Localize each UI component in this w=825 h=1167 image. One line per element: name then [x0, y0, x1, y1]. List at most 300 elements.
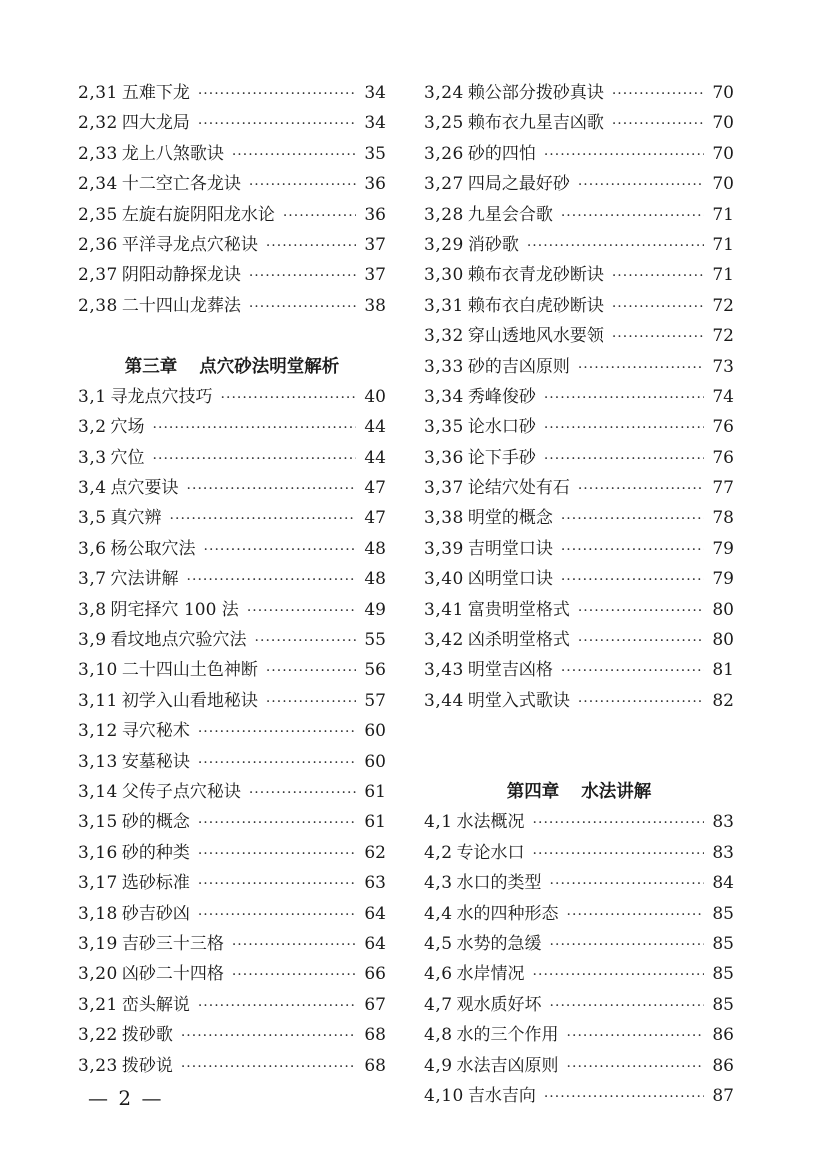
- toc-entry[interactable]: [424, 655, 734, 685]
- entry-title: 二十四山龙葬法: [121, 295, 241, 316]
- dot-leader: [544, 1082, 704, 1112]
- dot-leader: [567, 1052, 704, 1082]
- entry-page-number: 70: [712, 113, 734, 134]
- entry-number: 3,9: [78, 630, 107, 651]
- entry-number: 4,3: [424, 873, 453, 894]
- dot-leader: [578, 596, 704, 626]
- entry-page-number: 60: [364, 721, 386, 742]
- dot-leader: [550, 930, 704, 960]
- entry-number: 3,17: [78, 873, 118, 894]
- entry-number: 4,7: [424, 994, 453, 1015]
- entry-page-number: 40: [364, 386, 386, 407]
- entry-page-number: 77: [712, 478, 734, 499]
- entry-page-number: 36: [364, 174, 386, 195]
- entry-page-number: 79: [712, 569, 734, 590]
- dot-leader: [198, 748, 356, 778]
- entry-title: 凶杀明堂格式: [467, 630, 570, 651]
- entry-title: 穴法讲解: [110, 569, 179, 590]
- entry-number: 3,37: [424, 478, 464, 499]
- toc-entry[interactable]: [78, 807, 386, 837]
- entry-title: 初学入山看地秘诀: [121, 690, 258, 711]
- toc-entry[interactable]: [78, 108, 386, 138]
- toc-group-chapter3: [78, 382, 386, 1081]
- entry-number: 2,33: [78, 143, 118, 164]
- entry-page-number: 57: [364, 690, 386, 711]
- entry-number: 3,30: [424, 265, 464, 286]
- entry-page-number: 86: [712, 1025, 734, 1046]
- dot-leader: [544, 383, 704, 413]
- entry-title: 安墓秘诀: [121, 751, 190, 772]
- entry-number: 3,36: [424, 447, 464, 468]
- entry-title: 水的四种形态: [456, 903, 559, 924]
- entry-number: 2,35: [78, 204, 118, 225]
- entry-page-number: 71: [712, 265, 734, 286]
- toc-entry[interactable]: [424, 686, 734, 716]
- entry-number: 2,32: [78, 113, 118, 134]
- dot-leader: [561, 504, 704, 534]
- entry-title: 平洋寻龙点穴秘诀: [121, 234, 258, 255]
- toc-entry[interactable]: [78, 443, 386, 473]
- toc-entry[interactable]: [424, 959, 734, 989]
- toc-entry[interactable]: [78, 899, 386, 929]
- dot-leader: [198, 109, 356, 139]
- entry-title: 寻穴秘术: [121, 721, 190, 742]
- toc-entry[interactable]: [424, 1051, 734, 1081]
- dot-leader: [533, 808, 704, 838]
- entry-page-number: 61: [364, 781, 386, 802]
- dot-leader: [232, 930, 356, 960]
- entry-page-number: 72: [712, 295, 734, 316]
- entry-title: 砂的吉凶原则: [467, 356, 570, 377]
- toc-entry[interactable]: [424, 412, 734, 442]
- entry-page-number: 44: [364, 447, 386, 468]
- dot-leader: [544, 413, 704, 443]
- toc-entry[interactable]: [78, 1020, 386, 1050]
- entry-title: 赖公部分拨砂真诀: [467, 83, 604, 103]
- entry-number: 3,43: [424, 660, 464, 681]
- toc-entry[interactable]: [424, 534, 734, 564]
- toc-entry[interactable]: [78, 230, 386, 260]
- entry-title: 看坟地点穴验穴法: [110, 630, 247, 651]
- entry-page-number: 85: [712, 903, 734, 924]
- toc-entry[interactable]: [424, 443, 734, 473]
- entry-page-number: 79: [712, 538, 734, 559]
- entry-number: 3,2: [78, 417, 107, 438]
- chapter-title: 水法讲解: [581, 781, 652, 802]
- dot-leader: [612, 261, 704, 291]
- entry-number: 3,34: [424, 386, 464, 407]
- entry-page-number: 70: [712, 174, 734, 195]
- dot-leader: [221, 383, 356, 413]
- dot-leader: [198, 900, 356, 930]
- entry-title: 论水口砂: [467, 417, 536, 438]
- entry-number: 3,11: [78, 690, 118, 711]
- entry-title: 阴阳动静探龙诀: [121, 265, 241, 286]
- entry-page-number: 78: [712, 508, 734, 529]
- entry-number: 3,38: [424, 508, 464, 529]
- entry-title: 穴位: [110, 447, 145, 468]
- dot-leader: [204, 535, 356, 565]
- dot-leader: [187, 565, 356, 595]
- chapter-heading-4[interactable]: [424, 777, 734, 807]
- entry-number: 3,14: [78, 781, 118, 802]
- page-number: — 2 —: [88, 1086, 164, 1110]
- entry-number: 3,12: [78, 721, 118, 742]
- toc-entry[interactable]: [78, 1051, 386, 1081]
- toc-entry[interactable]: [78, 169, 386, 199]
- entry-page-number: 47: [364, 508, 386, 529]
- entry-title: 真穴辨: [110, 508, 162, 529]
- toc-entry[interactable]: [424, 382, 734, 412]
- entry-page-number: 85: [712, 964, 734, 985]
- dot-leader: [533, 960, 704, 990]
- entry-page-number: 37: [364, 234, 386, 255]
- entry-title: 明堂吉凶格: [467, 660, 553, 681]
- dot-leader: [578, 170, 704, 200]
- dot-leader: [561, 201, 704, 231]
- dot-leader: [527, 231, 704, 261]
- toc-entry[interactable]: [424, 473, 734, 503]
- entry-page-number: 85: [712, 994, 734, 1015]
- entry-title: 穿山透地风水要领: [467, 326, 604, 347]
- entry-page-number: 56: [364, 660, 386, 681]
- dot-leader: [578, 474, 704, 504]
- entry-number: 3,8: [78, 599, 107, 620]
- entry-number: 3,1: [78, 386, 107, 407]
- entry-page-number: 76: [712, 447, 734, 468]
- entry-number: 3,3: [78, 447, 107, 468]
- dot-leader: [198, 79, 356, 109]
- toc-entry[interactable]: [78, 868, 386, 898]
- entry-title: 峦头解说: [121, 994, 190, 1015]
- entry-number: 3,23: [78, 1055, 118, 1076]
- dot-leader: [232, 960, 356, 990]
- entry-number: 3,24: [424, 83, 464, 103]
- entry-number: 3,31: [424, 295, 464, 316]
- dot-leader: [249, 261, 356, 291]
- toc-entry[interactable]: [78, 929, 386, 959]
- dot-leader: [249, 292, 356, 322]
- entry-page-number: 64: [364, 903, 386, 924]
- chapter-title: 点穴砂法明堂解析: [199, 356, 340, 377]
- entry-page-number: 71: [712, 204, 734, 225]
- entry-number: 3,32: [424, 326, 464, 347]
- entry-title: 点穴要诀: [110, 478, 179, 499]
- dot-leader: [561, 656, 704, 686]
- entry-title: 寻龙点穴技巧: [110, 386, 213, 407]
- entry-page-number: 34: [364, 83, 386, 103]
- toc-entry[interactable]: [78, 838, 386, 868]
- entry-number: 4,2: [424, 842, 453, 863]
- toc-entry[interactable]: [424, 139, 734, 169]
- entry-number: 4,8: [424, 1025, 453, 1046]
- entry-number: 3,33: [424, 356, 464, 377]
- entry-title: 明堂入式歌诀: [467, 690, 570, 711]
- toc-entry[interactable]: [78, 595, 386, 625]
- toc-entry[interactable]: [78, 564, 386, 594]
- entry-page-number: 66: [364, 964, 386, 985]
- toc-entry[interactable]: [424, 291, 734, 321]
- dot-leader: [561, 565, 704, 595]
- toc-entry[interactable]: [424, 868, 734, 898]
- dot-leader: [181, 1021, 356, 1051]
- entry-page-number: 36: [364, 204, 386, 225]
- toc-group-chapter2: [78, 78, 386, 321]
- entry-number: 3,41: [424, 599, 464, 620]
- entry-title: 十二空亡各龙诀: [121, 174, 241, 195]
- entry-page-number: 86: [712, 1055, 734, 1076]
- toc-entry[interactable]: [78, 777, 386, 807]
- entry-number: 3,16: [78, 842, 118, 863]
- entry-number: 4,9: [424, 1055, 453, 1076]
- entry-number: 3,26: [424, 143, 464, 164]
- entry-title: 水法吉凶原则: [456, 1055, 559, 1076]
- dot-leader: [198, 991, 356, 1021]
- toc-entry[interactable]: [424, 564, 734, 594]
- entry-page-number: 76: [712, 417, 734, 438]
- dot-leader: [266, 687, 356, 717]
- entry-number: 3,40: [424, 569, 464, 590]
- dot-leader: [612, 79, 704, 109]
- entry-number: 4,6: [424, 964, 453, 985]
- entry-title: 论结穴处有石: [467, 478, 570, 499]
- entry-title: 水法概况: [456, 812, 525, 833]
- entry-title: 四大龙局: [121, 113, 190, 134]
- entry-number: 3,39: [424, 538, 464, 559]
- dot-leader: [249, 778, 356, 808]
- chapter-label: 第四章: [506, 781, 560, 802]
- entry-title: 四局之最好砂: [467, 174, 570, 195]
- toc-entry[interactable]: [424, 78, 734, 108]
- entry-page-number: 68: [364, 1055, 386, 1076]
- entry-number: 3,7: [78, 569, 107, 590]
- entry-page-number: 48: [364, 569, 386, 590]
- entry-title: 穴场: [110, 417, 145, 438]
- entry-number: 3,15: [78, 812, 118, 833]
- toc-entry[interactable]: [78, 78, 386, 108]
- entry-page-number: 83: [712, 812, 734, 833]
- section-spacer: [78, 321, 386, 351]
- entry-page-number: 60: [364, 751, 386, 772]
- dot-leader: [187, 474, 356, 504]
- entry-title: 龙上八煞歌诀: [121, 143, 224, 164]
- toc-entry[interactable]: [78, 686, 386, 716]
- entry-page-number: 35: [364, 143, 386, 164]
- entry-title: 二十四山土色神断: [121, 660, 258, 681]
- entry-number: 3,13: [78, 751, 118, 772]
- toc-left-column: [78, 78, 386, 1081]
- dot-leader: [283, 201, 356, 231]
- dot-leader: [550, 991, 704, 1021]
- entry-title: 明堂的概念: [467, 508, 553, 529]
- toc-entry[interactable]: [78, 139, 386, 169]
- entry-page-number: 71: [712, 234, 734, 255]
- entry-title: 赖布衣白虎砂断诀: [467, 295, 604, 316]
- entry-title: 拨砂歌: [121, 1025, 173, 1046]
- dot-leader: [550, 869, 704, 899]
- toc-entry[interactable]: [424, 169, 734, 199]
- dot-leader: [544, 140, 704, 170]
- toc-group-chapter4: [424, 807, 734, 1111]
- entry-number: 3,10: [78, 660, 118, 681]
- dot-leader: [578, 626, 704, 656]
- entry-title: 观水质好坏: [456, 994, 542, 1015]
- section-spacer: [424, 747, 734, 777]
- entry-title: 阴宅择穴 100 法: [110, 599, 239, 620]
- toc-entry[interactable]: [78, 959, 386, 989]
- entry-title: 砂吉砂凶: [121, 903, 190, 924]
- entry-title: 水势的急缓: [456, 933, 542, 954]
- entry-page-number: 47: [364, 478, 386, 499]
- dot-leader: [198, 717, 356, 747]
- toc-entry[interactable]: [78, 291, 386, 321]
- entry-number: 3,6: [78, 538, 107, 559]
- entry-page-number: 85: [712, 933, 734, 954]
- entry-number: 3,28: [424, 204, 464, 225]
- toc-entry[interactable]: [424, 230, 734, 260]
- toc-entry[interactable]: [424, 352, 734, 382]
- entry-title: 拨砂说: [121, 1055, 173, 1076]
- dot-leader: [232, 140, 356, 170]
- toc-entry[interactable]: [78, 716, 386, 746]
- dot-leader: [170, 504, 356, 534]
- entry-page-number: 61: [364, 812, 386, 833]
- entry-page-number: 87: [712, 1085, 734, 1106]
- toc-entry[interactable]: [424, 929, 734, 959]
- dot-leader: [578, 353, 704, 383]
- entry-number: 3,20: [78, 964, 118, 985]
- toc-entry[interactable]: [424, 108, 734, 138]
- dot-leader: [153, 444, 356, 474]
- dot-leader: [567, 900, 704, 930]
- dot-leader: [247, 596, 356, 626]
- entry-title: 砂的概念: [121, 812, 190, 833]
- entry-title: 吉明堂口诀: [467, 538, 553, 559]
- toc-entry[interactable]: [424, 899, 734, 929]
- toc-entry[interactable]: [424, 990, 734, 1020]
- entry-number: 2,31: [78, 83, 118, 103]
- entry-page-number: 81: [712, 660, 734, 681]
- entry-page-number: 44: [364, 417, 386, 438]
- entry-title: 父传子点穴秘诀: [121, 781, 241, 802]
- entry-number: 3,22: [78, 1025, 118, 1046]
- toc-entry[interactable]: [78, 534, 386, 564]
- entry-title: 消砂歌: [467, 234, 519, 255]
- entry-title: 水的三个作用: [456, 1025, 559, 1046]
- entry-number: 4,5: [424, 933, 453, 954]
- entry-page-number: 62: [364, 842, 386, 863]
- entry-number: 3,4: [78, 478, 107, 499]
- entry-number: 3,5: [78, 508, 107, 529]
- toc-entry[interactable]: [78, 747, 386, 777]
- entry-page-number: 80: [712, 599, 734, 620]
- entry-number: 3,19: [78, 933, 118, 954]
- dot-leader: [198, 839, 356, 869]
- toc-entry[interactable]: [424, 595, 734, 625]
- entry-page-number: 64: [364, 933, 386, 954]
- toc-entry[interactable]: [424, 260, 734, 290]
- entry-number: 2,36: [78, 234, 118, 255]
- toc-entry[interactable]: [78, 260, 386, 290]
- toc-entry[interactable]: [424, 1081, 734, 1111]
- toc-entry[interactable]: [78, 473, 386, 503]
- dot-leader: [249, 170, 356, 200]
- entry-title: 论下手砂: [467, 447, 536, 468]
- entry-page-number: 48: [364, 538, 386, 559]
- entry-title: 富贵明堂格式: [467, 599, 570, 620]
- entry-number: 3,35: [424, 417, 464, 438]
- toc-entry[interactable]: [78, 412, 386, 442]
- dot-leader: [266, 656, 356, 686]
- toc-entry[interactable]: [424, 625, 734, 655]
- entry-title: 吉砂三十三格: [121, 933, 224, 954]
- chapter-heading-3[interactable]: [78, 352, 386, 382]
- entry-number: 3,29: [424, 234, 464, 255]
- entry-number: 3,18: [78, 903, 118, 924]
- toc-entry[interactable]: [424, 838, 734, 868]
- entry-page-number: 84: [712, 873, 734, 894]
- toc-entry[interactable]: [424, 200, 734, 230]
- entry-number: 3,44: [424, 690, 464, 711]
- entry-number: 2,34: [78, 174, 118, 195]
- entry-page-number: 67: [364, 994, 386, 1015]
- toc-entry[interactable]: [78, 655, 386, 685]
- toc-entry[interactable]: [78, 503, 386, 533]
- entry-title: 杨公取穴法: [110, 538, 196, 559]
- entry-number: 4,1: [424, 812, 453, 833]
- dot-leader: [612, 322, 704, 352]
- toc-entry[interactable]: [424, 321, 734, 351]
- entry-page-number: 63: [364, 873, 386, 894]
- entry-page-number: 68: [364, 1025, 386, 1046]
- entry-title: 砂的四怕: [467, 143, 536, 164]
- entry-title: 五难下龙: [121, 83, 190, 103]
- entry-page-number: 38: [364, 295, 386, 316]
- toc-entry[interactable]: [424, 1020, 734, 1050]
- toc-entry[interactable]: [78, 990, 386, 1020]
- toc-entry[interactable]: [424, 503, 734, 533]
- entry-page-number: 72: [712, 326, 734, 347]
- entry-page-number: 34: [364, 113, 386, 134]
- toc-entry[interactable]: [78, 382, 386, 412]
- toc-right-column: [424, 78, 734, 1111]
- dot-leader: [266, 231, 356, 261]
- dot-leader: [578, 687, 704, 717]
- dot-leader: [198, 808, 356, 838]
- entry-title: 水口的类型: [456, 873, 542, 894]
- dot-leader: [181, 1052, 356, 1082]
- dot-leader: [561, 535, 704, 565]
- entry-page-number: 82: [712, 690, 734, 711]
- entry-title: 凶砂二十四格: [121, 964, 224, 985]
- entry-number: 3,42: [424, 630, 464, 651]
- entry-number: 4,4: [424, 903, 453, 924]
- dot-leader: [567, 1021, 704, 1051]
- entry-title: 砂的种类: [121, 842, 190, 863]
- dot-leader: [544, 444, 704, 474]
- dot-leader: [612, 109, 704, 139]
- entry-number: 3,27: [424, 174, 464, 195]
- toc-entry[interactable]: [424, 807, 734, 837]
- dot-leader: [612, 292, 704, 322]
- toc-group-chapter3-cont: [424, 78, 734, 716]
- entry-page-number: 74: [712, 386, 734, 407]
- entry-page-number: 80: [712, 630, 734, 651]
- dot-leader: [198, 869, 356, 899]
- toc-entry[interactable]: [78, 625, 386, 655]
- toc-entry[interactable]: [78, 200, 386, 230]
- entry-number: 3,21: [78, 994, 118, 1015]
